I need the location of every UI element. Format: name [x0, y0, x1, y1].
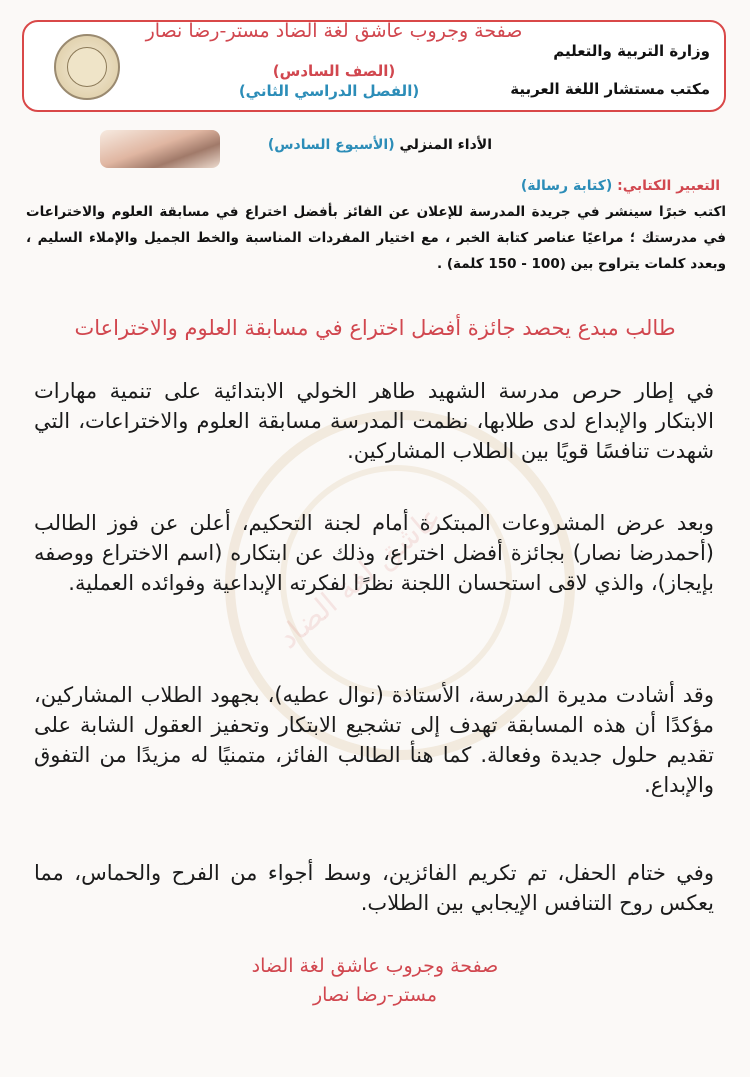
assignment-instructions: اكتب خبرًا سينشر في جريدة المدرسة للإعلان عن الفائز بأفضل اختراع في مسابقة العلوم والاختراعات في مدرستك ؛ مراعيًا عناصر كتابة الخبر ، مع اختيار المفردات المناسبة والخط الجميل والإملاء السليم ، وبعدد كلمات يتراوح بين (100 - 150 كلمة) . [26, 204, 726, 272]
office-name: مكتب مستشار اللغة العربية [510, 80, 710, 98]
ministry-name: وزارة التربية والتعليم [553, 42, 710, 60]
header-box [22, 20, 726, 112]
signature-author: مستر-رضا نصار [312, 984, 438, 1006]
section-label: التعبير الكتابي: [617, 178, 720, 194]
section-heading [521, 178, 720, 194]
assignment-title [268, 137, 492, 153]
watermark-text: عاشق لغة الضاد [271, 499, 449, 656]
grade-label: (الصف السادس) [272, 62, 396, 80]
assignment-week: (الأسبوع السادس) [267, 137, 395, 153]
article-title: طالب مبدع يحصد جائزة أفضل اختراع في مسابقة العلوم والاختراعات [74, 316, 676, 340]
assignment-label: الأداء المنزلي [399, 137, 492, 153]
article-paragraph: في إطار حرص مدرسة الشهيد طاهر الخولي الابتدائية على تنمية مهارات الابتكار والإبداع لدى طلابها، نظمت المدرسة مسابقة العلوم والاختراعات، التي شهدت تنافسًا قويًا بين الطلاب المشاركين. [34, 379, 714, 463]
term-label: (الفصل الدراسي الثاني) [238, 82, 420, 100]
article-paragraph: وبعد عرض المشروعات المبتكرة أمام لجنة التحكيم، أعلن عن فوز الطالب (أحمدرضا نصار) بجائزة أفضل اختراع، وذلك عن ابتكاره (اسم الاختراع ووصفه بإيجاز)، والذي لاقى استحسان اللجنة نظرًا لفكرته الإبداعية وفوائده العملية. [34, 511, 714, 595]
section-kind: (كتابة رسالة) [520, 178, 613, 194]
page-name: صفحة وجروب عاشق لغة الضاد مستر-رضا نصار [145, 20, 523, 42]
signature-page: صفحة وجروب عاشق لغة الضاد [251, 955, 499, 977]
article-paragraph: وفي ختام الحفل، تم تكريم الفائزين، وسط أجواء من الفرح والحماس، مما يعكس روح التنافس الإيجابي بين الطلاب. [34, 861, 714, 915]
ministry-seal-icon [54, 34, 120, 100]
article-paragraph: وقد أشادت مديرة المدرسة، الأستاذة (نوال عطيه)، بجهود الطلاب المشاركين، مؤكدًا أن هذه المسابقة تهدف إلى تشجيع الابتكار وتحفيز العقول الشابة على تقديم حلول جديدة وفعالة. كما هنأ الطالب الفائز، متمنيًا له مزيدًا من التفوق والإبداع. [34, 683, 714, 797]
writing-hand-image [100, 130, 220, 168]
